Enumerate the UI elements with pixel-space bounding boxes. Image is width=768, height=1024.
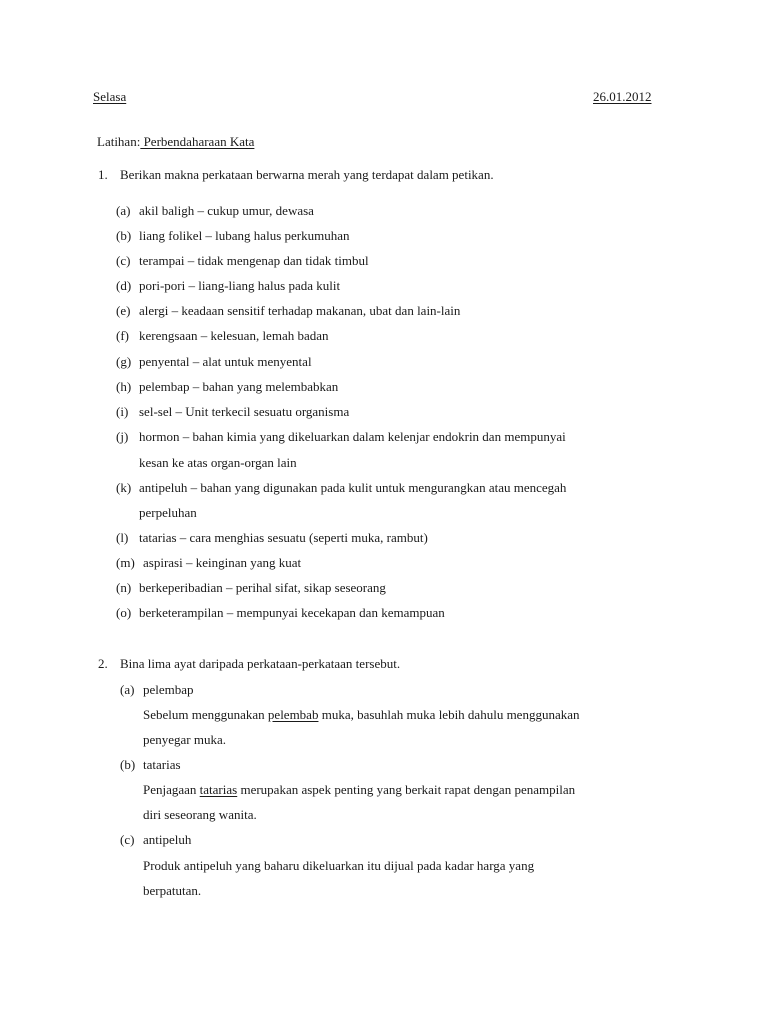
list-item-label: (m): [116, 555, 135, 570]
list-item: hormon – bahan kimia yang dikeluarkan dalam kelenjar endokrin dan mempunyai: [139, 429, 566, 444]
list-item-label: (c): [116, 253, 131, 268]
sentence-text: Sebelum menggunakan: [143, 707, 268, 722]
sentence-text: muka, basuhlah muka lebih dahulu menggunakan: [318, 707, 580, 722]
example-sentence: [143, 858, 534, 874]
example-sentence: [143, 782, 575, 798]
list-item: berkeperibadian – perihal sifat, sikap seseorang: [139, 580, 386, 595]
sentence-text: Produk antipeluh yang baharu dikeluarkan itu dijual pada kadar harga yang: [143, 858, 535, 873]
example-sentence-continuation: diri seseorang wanita.: [143, 807, 257, 822]
list-item-label: (o): [116, 605, 132, 620]
question-1-number: 1.: [98, 167, 108, 182]
list-item-word: pelembap: [143, 682, 194, 697]
list-item-label: (b): [116, 228, 132, 243]
list-item: tatarias – cara menghias sesuatu (seperti muka, rambut): [139, 530, 428, 545]
list-item: kerengsaan – kelesuan, lemah badan: [139, 328, 329, 343]
sentence-text: merupakan aspek penting yang berkait rapat dengan penampilan: [237, 782, 576, 797]
exercise-title-subject: Perbendaharaan Kata: [140, 134, 255, 149]
exercise-title: [97, 134, 254, 150]
exercise-title-prefix: Latihan:: [97, 134, 141, 149]
list-item-label: (e): [116, 303, 131, 318]
list-item-label: (l): [116, 530, 129, 545]
list-item-label: (a): [120, 682, 135, 697]
question-2-number: 2.: [98, 656, 108, 671]
list-item-label: (i): [116, 404, 129, 419]
sentence-highlight-word: pelembab: [267, 707, 319, 722]
list-item: penyental – alat untuk menyental: [139, 354, 312, 369]
list-item-label: (k): [116, 480, 132, 495]
list-item-label: (d): [116, 278, 132, 293]
list-item: antipeluh – bahan yang digunakan pada kulit untuk mengurangkan atau mencegah: [139, 480, 567, 495]
question-1-prompt: Berikan makna perkataan berwarna merah yang terdapat dalam petikan.: [120, 167, 494, 182]
list-item: berketerampilan – mempunyai kecekapan dan kemampuan: [139, 605, 445, 620]
sentence-highlight-word: tatarias: [199, 782, 238, 797]
day-label: Selasa: [93, 89, 127, 104]
list-item: akil baligh – cukup umur, dewasa: [139, 203, 314, 218]
list-item-word: antipeluh: [143, 832, 192, 847]
list-item: pori-pori – liang-liang halus pada kulit: [139, 278, 341, 293]
list-item-label: (h): [116, 379, 132, 394]
list-item-label: (j): [116, 429, 129, 444]
list-item-label: (f): [116, 328, 129, 343]
list-item-continuation: perpeluhan: [139, 505, 197, 520]
list-item: aspirasi – keinginan yang kuat: [143, 555, 302, 570]
list-item-label: (g): [116, 354, 132, 369]
example-sentence-continuation: penyegar muka.: [143, 732, 227, 747]
list-item-label: (c): [120, 832, 135, 847]
list-item-continuation: kesan ke atas organ-organ lain: [139, 455, 297, 470]
list-item-label: (a): [116, 203, 131, 218]
list-item: liang folikel – lubang halus perkumuhan: [139, 228, 350, 243]
sentence-text: Penjagaan: [143, 782, 200, 797]
list-item-label: (b): [120, 757, 136, 772]
date-label: 26.01.2012: [593, 89, 652, 104]
list-item-label: (n): [116, 580, 132, 595]
list-item: pelembap – bahan yang melembabkan: [139, 379, 339, 394]
list-item: alergi – keadaan sensitif terhadap makanan, ubat dan lain-lain: [139, 303, 461, 318]
list-item: sel-sel – Unit terkecil sesuatu organisma: [139, 404, 350, 419]
list-item: terampai – tidak mengenap dan tidak timbul: [139, 253, 369, 268]
list-item-word: tatarias: [143, 757, 181, 772]
question-2-prompt: Bina lima ayat daripada perkataan-perkataan tersebut.: [120, 656, 401, 671]
example-sentence-continuation: berpatutan.: [143, 883, 202, 898]
example-sentence: [143, 707, 580, 723]
